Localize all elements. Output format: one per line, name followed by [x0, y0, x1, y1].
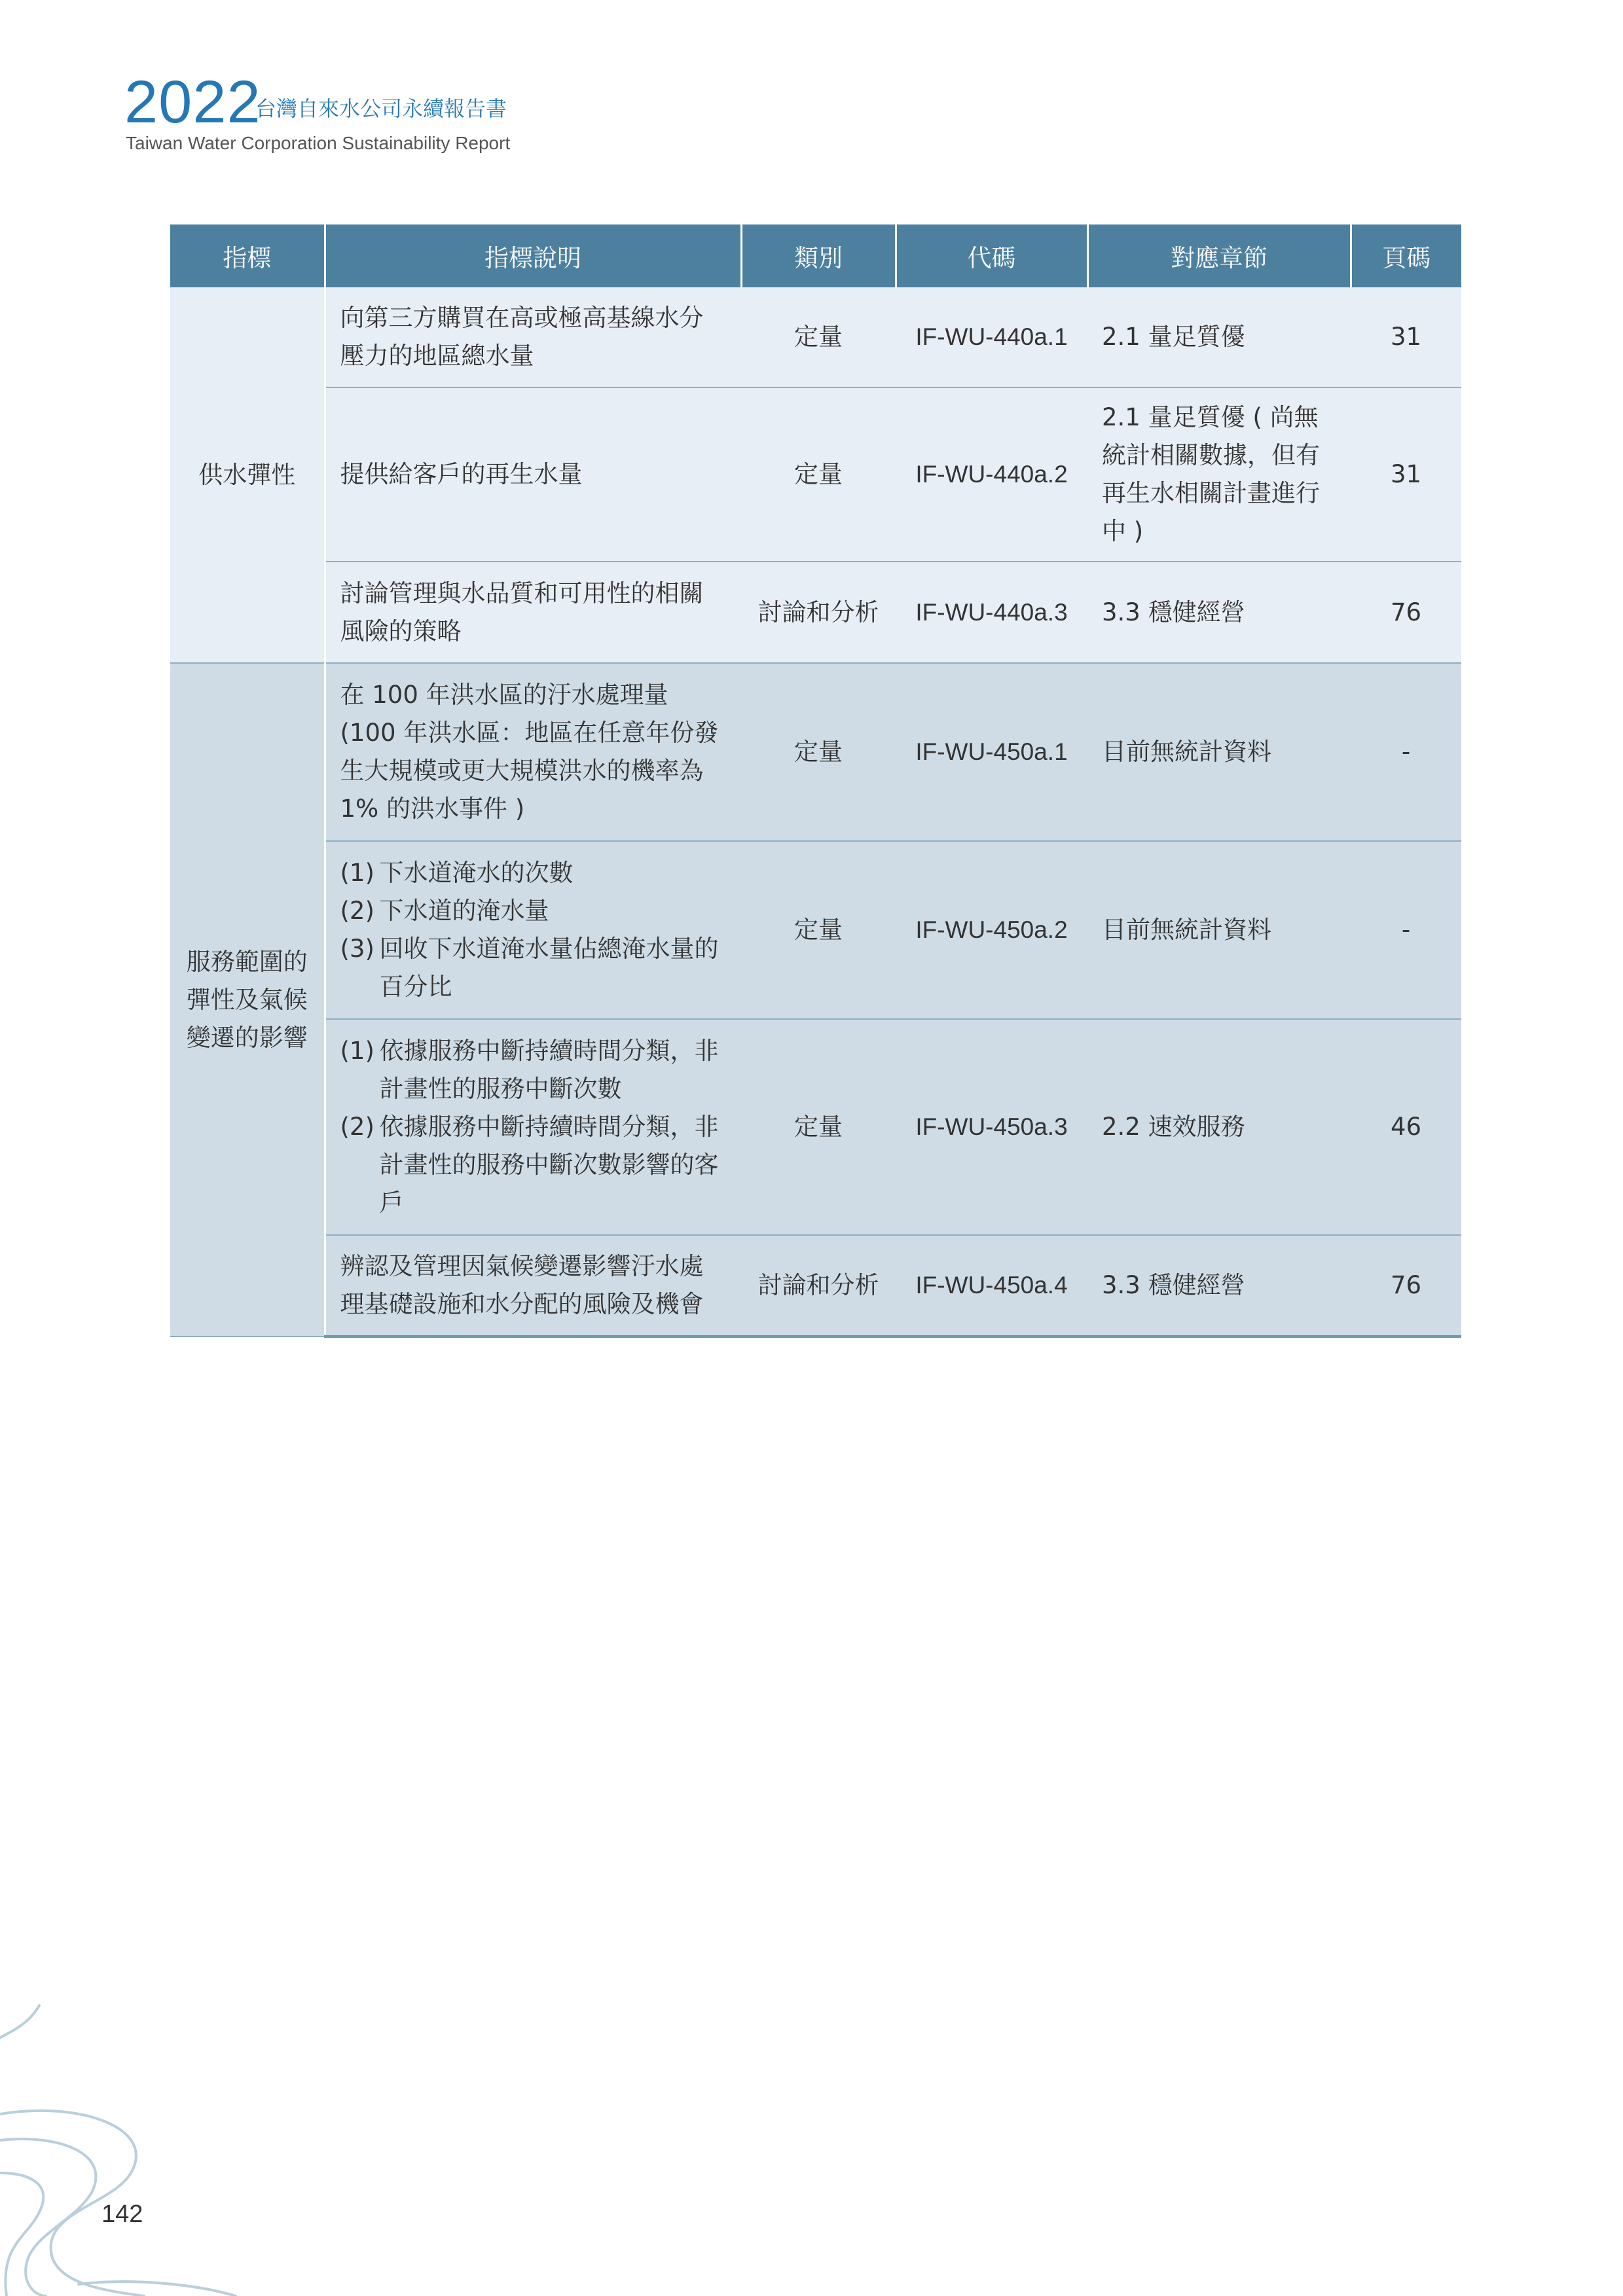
indicator-category: 定量: [741, 1019, 896, 1235]
indicator-chapter: 2.1 量足質優: [1087, 287, 1351, 387]
indicator-category: 定量: [741, 663, 896, 841]
list-item-text: 依據服務中斷持續時間分類，非計畫性的服務中斷次數: [379, 1037, 719, 1103]
indicator-category: 定量: [741, 287, 896, 387]
list-item: [340, 1108, 727, 1222]
col-header-page: 頁碼: [1351, 224, 1461, 287]
list-item-number: (2): [340, 897, 374, 925]
indicator-code: IF-WU-440a.3: [896, 562, 1087, 663]
list-item-text: 回收下水道淹水量佔總淹水量的百分比: [379, 935, 719, 1001]
table-row: [170, 562, 1461, 663]
table-row: [170, 1235, 1461, 1336]
col-header-code: 代碼: [896, 224, 1087, 287]
table-row: [170, 1019, 1461, 1235]
indicator-page: 76: [1351, 562, 1461, 663]
indicator-code: IF-WU-450a.2: [896, 841, 1087, 1019]
report-title-en: Taiwan Water Corporation Sustainability Report: [126, 133, 511, 153]
indicator-description: 討論管理與水品質和可用性的相關風險的策略: [325, 562, 741, 663]
list-item-text: 下水道的淹水量: [379, 897, 549, 925]
indicator-page: 31: [1351, 387, 1461, 562]
list-item: [340, 892, 727, 930]
table-header-row: [170, 224, 1461, 287]
indicator-page: 46: [1351, 1019, 1461, 1235]
col-header-indicator: 指標: [170, 224, 325, 287]
indicator-page: 31: [1351, 287, 1461, 387]
col-header-description: 指標說明: [325, 224, 741, 287]
indicator-chapter: 3.3 穩健經營: [1087, 1235, 1351, 1336]
indicator-description: 向第三方購買在高或極高基線水分壓力的地區總水量: [325, 287, 741, 387]
indicator-description-list: [325, 1019, 741, 1235]
list-item-text: 下水道淹水的次數: [379, 859, 574, 887]
indicator-code: IF-WU-450a.4: [896, 1235, 1087, 1336]
indicator-page: -: [1351, 841, 1461, 1019]
list-item-number: (1): [340, 1037, 374, 1065]
table-row: [170, 663, 1461, 841]
wave-decoration: [0, 1977, 275, 2296]
indicator-code: IF-WU-450a.1: [896, 663, 1087, 841]
report-title-zh: 台灣自來水公司永續報告書: [255, 96, 507, 121]
indicator-category: 定量: [741, 841, 896, 1019]
indicator-chapter: 3.3 穩健經營: [1087, 562, 1351, 663]
indicator-chapter: 目前無統計資料: [1087, 841, 1351, 1019]
indicator-description: 提供給客戶的再生水量: [325, 387, 741, 562]
list-item-number: (2): [340, 1113, 374, 1141]
indicator-page: -: [1351, 663, 1461, 841]
indicator-page: 76: [1351, 1235, 1461, 1336]
table-row: [170, 841, 1461, 1019]
indicator-code: IF-WU-440a.1: [896, 287, 1087, 387]
table-row: [170, 287, 1461, 387]
indicator-category: 討論和分析: [741, 562, 896, 663]
list-item: [340, 1032, 727, 1108]
indicator-code: IF-WU-450a.3: [896, 1019, 1087, 1235]
table-row: [170, 387, 1461, 562]
indicator-description-list: [325, 841, 741, 1019]
group-label: 供水彈性: [170, 287, 325, 663]
indicator-description: 辨認及管理因氣候變遷影響汙水處理基礎設施和水分配的風險及機會: [325, 1235, 741, 1336]
list-item-number: (3): [340, 935, 374, 963]
indicator-description: 在 100 年洪水區的汙水處理量 (100 年洪水區：地區在任意年份發生大規模或更大規模洪水的機率為 1% 的洪水事件 ): [325, 663, 741, 841]
list-item: [340, 930, 727, 1006]
indicator-chapter: 目前無統計資料: [1087, 663, 1351, 841]
group-label: 服務範圍的彈性及氣候變遷的影響: [170, 663, 325, 1336]
list-item: [340, 854, 727, 892]
col-header-chapter: 對應章節: [1087, 224, 1351, 287]
indicator-chapter: 2.2 速效服務: [1087, 1019, 1351, 1235]
list-item-number: (1): [340, 859, 374, 887]
page-number: 142: [101, 2200, 143, 2228]
indicator-code: IF-WU-440a.2: [896, 387, 1087, 562]
report-year: 2022: [124, 69, 261, 135]
list-item-text: 依據服務中斷持續時間分類，非計畫性的服務中斷次數影響的客戶: [379, 1113, 719, 1217]
sasb-index-table: [170, 224, 1461, 1338]
indicator-chapter: 2.1 量足質優 ( 尚無統計相關數據，但有再生水相關計畫進行中 ): [1087, 387, 1351, 562]
col-header-category: 類別: [741, 224, 896, 287]
indicator-category: 討論和分析: [741, 1235, 896, 1336]
indicator-category: 定量: [741, 387, 896, 562]
